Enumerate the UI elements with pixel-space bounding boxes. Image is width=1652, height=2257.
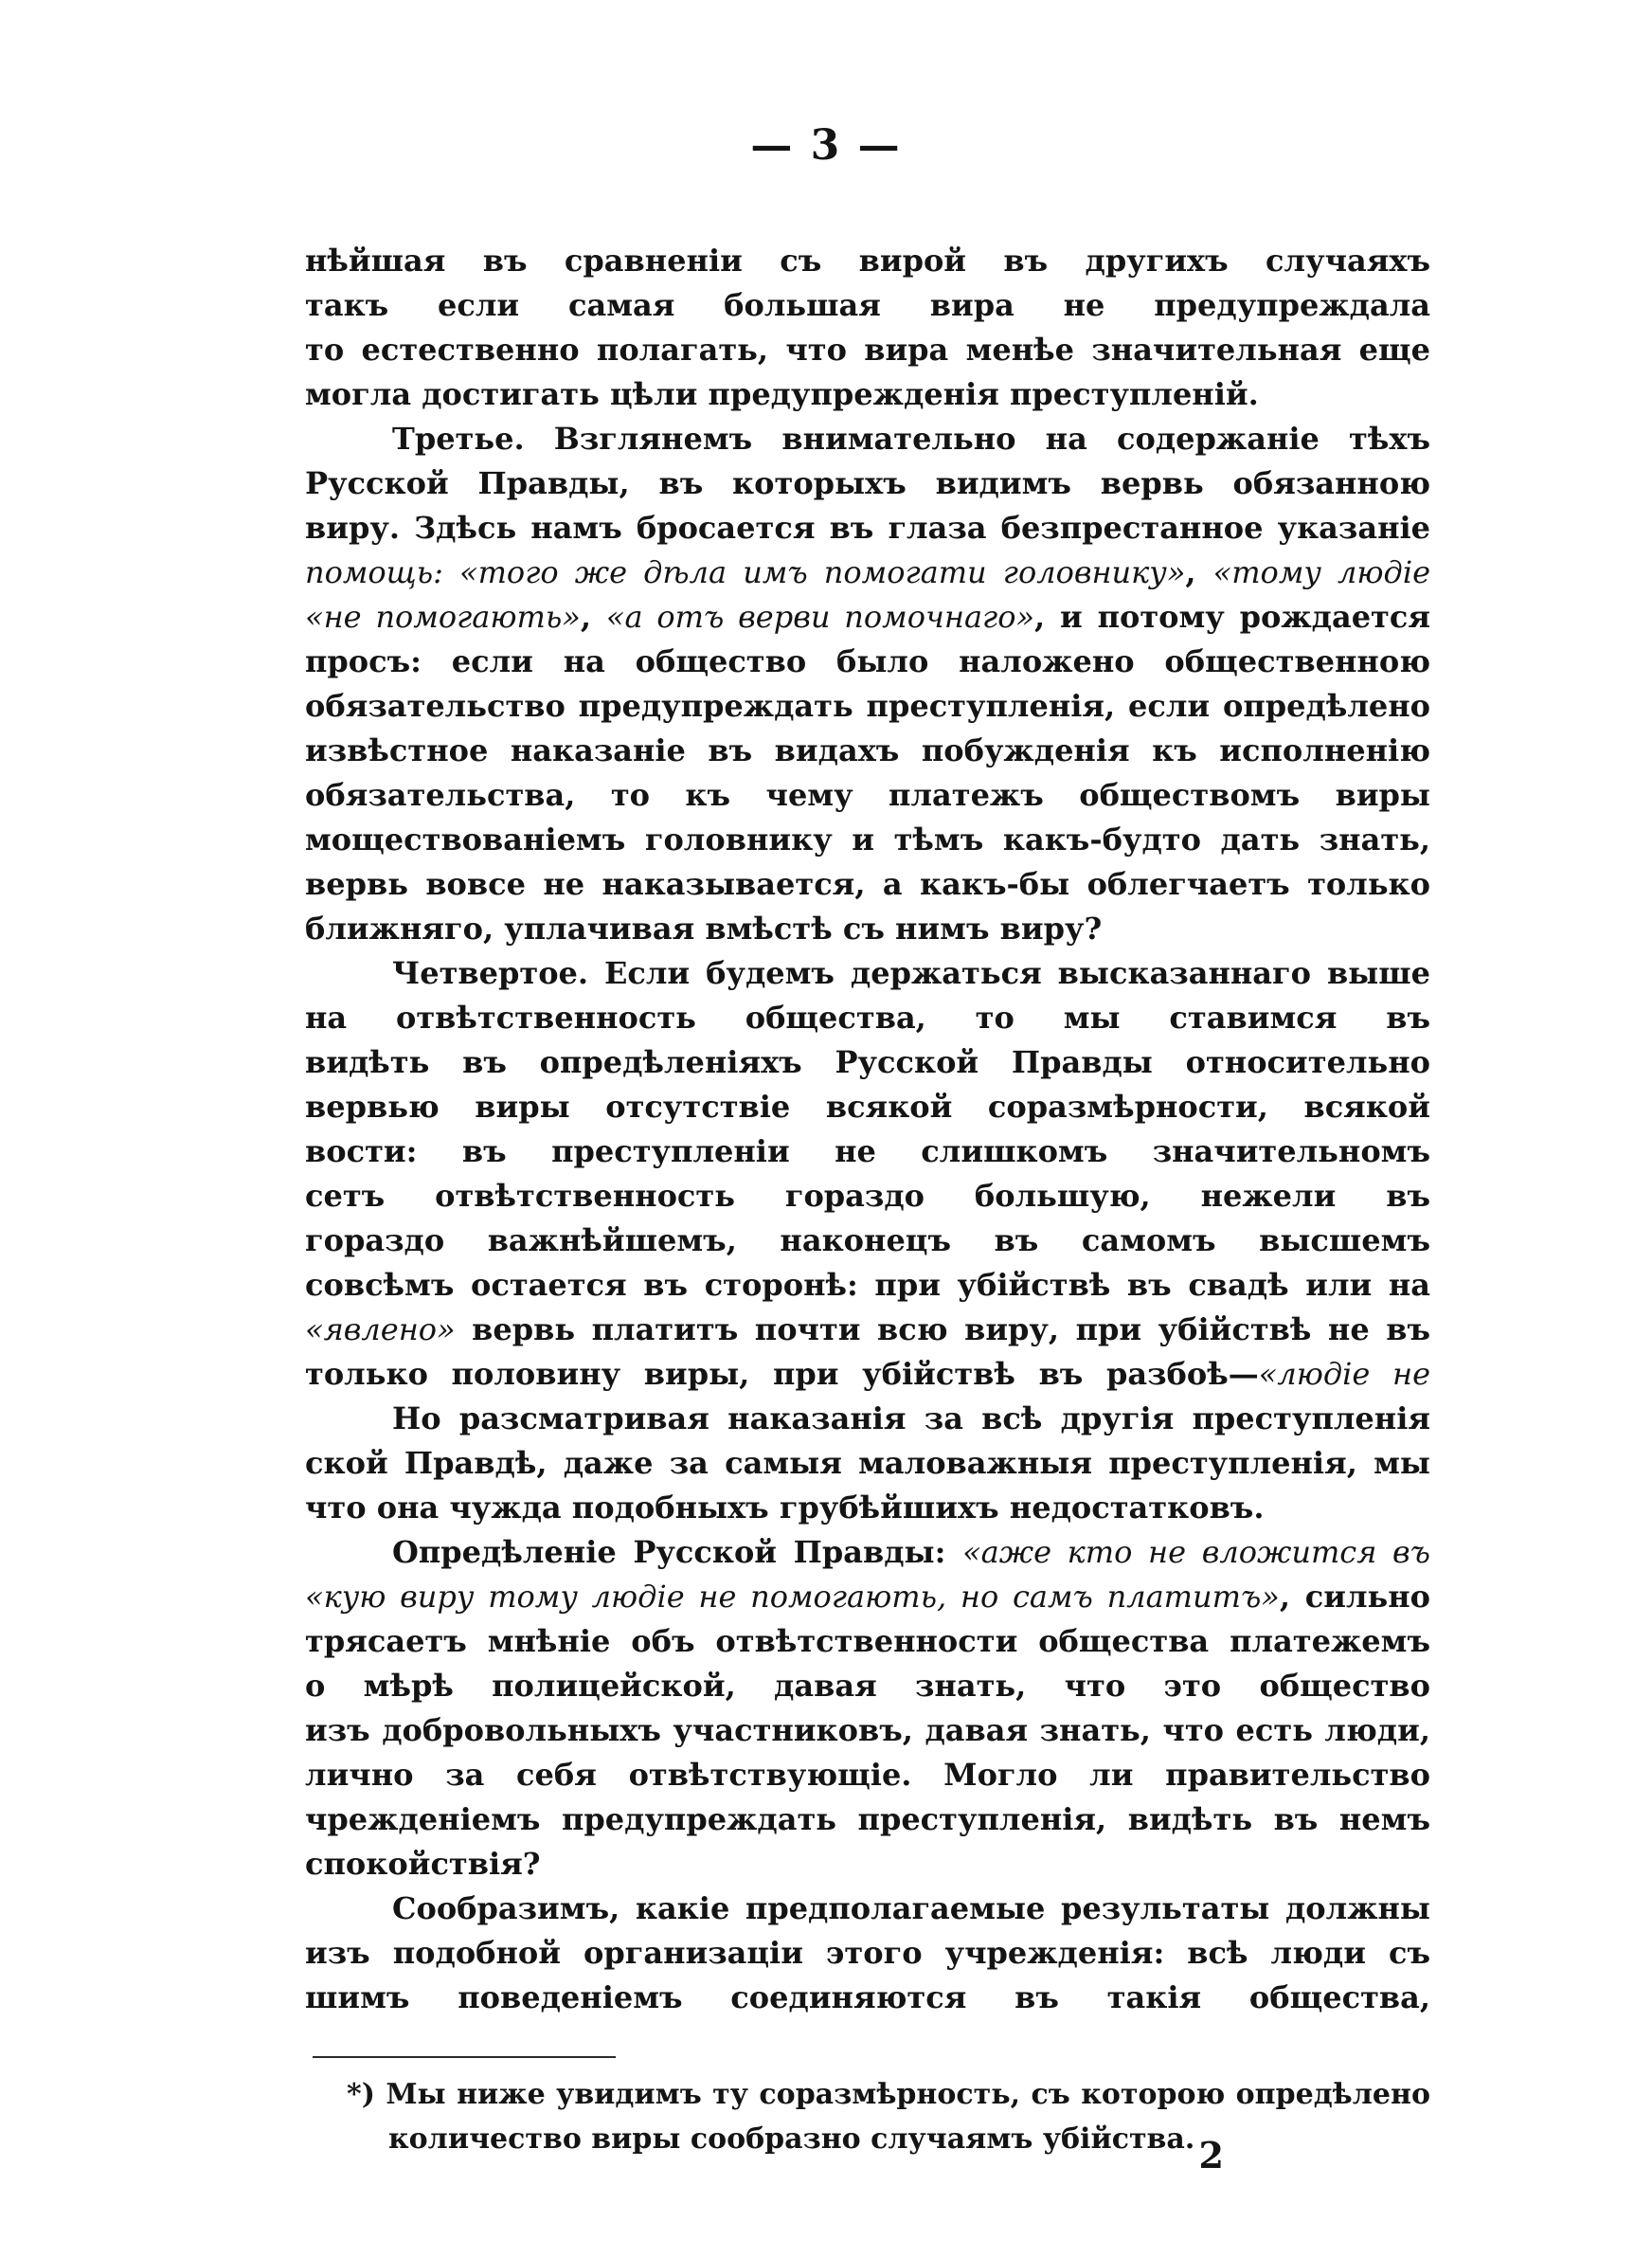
text-line: «кую виру тому людіе не помогають, но самъ платитъ», сильно [305,1579,1430,1615]
footnote-line: *) Мы ниже увидимъ ту соразмѣрность, съ которою опредѣлено [347,2078,1430,2111]
text-line: совсѣмъ остается въ сторонѣ: при убійствѣ въ свадѣ или на [305,1267,1430,1303]
paragraph-3 [305,951,1430,1397]
text-line: на отвѣтственность общества, то мы ставимся въ [305,1000,1430,1036]
text-line: Опредѣленіе Русской Правды: «аже кто не вложится въ [392,1534,1430,1570]
text-line: такъ если самая большая вира не предупреждала [305,287,1430,323]
text-line: виру. Здѣсь намъ бросается въ глаза безпрестанное указаніе [305,510,1430,546]
text-line: вости: въ преступленіи не слишкомъ значительномъ [305,1133,1430,1169]
text-line: Но разсматривая наказанія за всѣ другія преступленія [392,1400,1430,1436]
paragraph-5 [305,1530,1430,1887]
text-line: «не помогають», «а отъ верви помочнаго», и потому рождается [305,599,1430,635]
text-line: то естественно полагать, что вира менѣе значительная еще [305,332,1430,368]
footnote-line: количество виры сообразно случаямъ убійства. [388,2122,1195,2156]
text-line: «явлено» вервь платитъ почти всю виру, при убійствѣ не въ [305,1311,1430,1347]
text-line: ближняго, уплачивая вмѣстѣ съ нимъ виру? [305,911,1103,947]
text-line: вервью виры отсутствіе всякой соразмѣрности, всякой [305,1089,1430,1125]
text-line: спокойствія? [305,1846,541,1882]
text-line: чрежденіемъ предупреждать преступленія, видѣть въ немъ [305,1801,1430,1837]
text-line: гораздо важнѣйшемъ, наконецъ въ самомъ высшемъ [305,1222,1430,1258]
text-line: что она чужда подобныхъ грубѣйшихъ недостатковъ. [305,1490,1265,1526]
text-line: о мѣрѣ полицейской, давая знать, что это общество [305,1668,1430,1704]
text-line: Русской Правды, въ которыхъ видимъ вервь обязанною [305,465,1430,501]
page-number: — 3 — [750,121,902,170]
text-line: ской Правдѣ, даже за самыя маловажныя преступленія, мы [305,1445,1430,1481]
text-line: Сообразимъ, какіе предполагаемые результаты должны [392,1890,1430,1926]
footnote [347,2073,1430,2162]
text-line: сетъ отвѣтственность гораздо большую, нежели въ [305,1178,1430,1214]
text-line: изъ подобной организаціи этого учрежденія: всѣ люди съ [305,1935,1430,1971]
text-line: лично за себя отвѣтствующіе. Могло ли правительство [305,1757,1430,1793]
paragraph-6 [305,1887,1430,2020]
text-line: могла достигать цѣли предупрежденія преступленій. [305,376,1259,412]
text-line: Четвертое. Если будемъ держаться высказаннаго выше [392,955,1430,991]
footnote-divider [313,2056,616,2058]
text-line: изъ добровольныхъ участниковъ, давая знать, что есть люди, [305,1712,1430,1748]
text-line: помощь: «того же дѣла имъ помогати головнику», «тому людіе [305,554,1430,590]
text-line: извѣстное наказаніе въ видахъ побужденія къ исполненію [305,732,1430,768]
paragraph-4 [305,1397,1430,1530]
text-line: обязательство предупреждать преступленія, если опредѣлено [305,688,1430,724]
text-line: Третье. Взглянемъ внимательно на содержаніе тѣхъ [392,421,1430,457]
text-line: обязательства, то къ чему платежъ обществомъ виры [305,777,1430,813]
text-line: вервь вовсе не наказывается, а какъ-бы облегчаетъ только [305,866,1430,902]
text-line: только половину виры, при убійствѣ въ разбоѣ—«людіе не [305,1356,1430,1392]
text-line: моществованіемъ головнику и тѣмъ какъ-будто дать знать, [305,822,1430,858]
text-line: просъ: если на общество было наложено общественною [305,643,1430,679]
text-line: трясаетъ мнѣніе объ отвѣтственности общества платежемъ [305,1623,1430,1659]
text-line: шимъ поведеніемъ соединяются въ такія общества, [305,1979,1430,2015]
footnote-mark: *) [347,2078,375,2111]
paragraph-2 [305,417,1430,951]
main-text [305,239,1430,2020]
signature-mark: 2 [1198,2134,1224,2176]
paragraph-1 [305,239,1430,417]
text-line: нѣйшая въ сравненіи съ вирой въ другихъ случаяхъ [305,243,1430,279]
text-line: видѣть въ опредѣленіяхъ Русской Правды относительно [305,1044,1430,1080]
